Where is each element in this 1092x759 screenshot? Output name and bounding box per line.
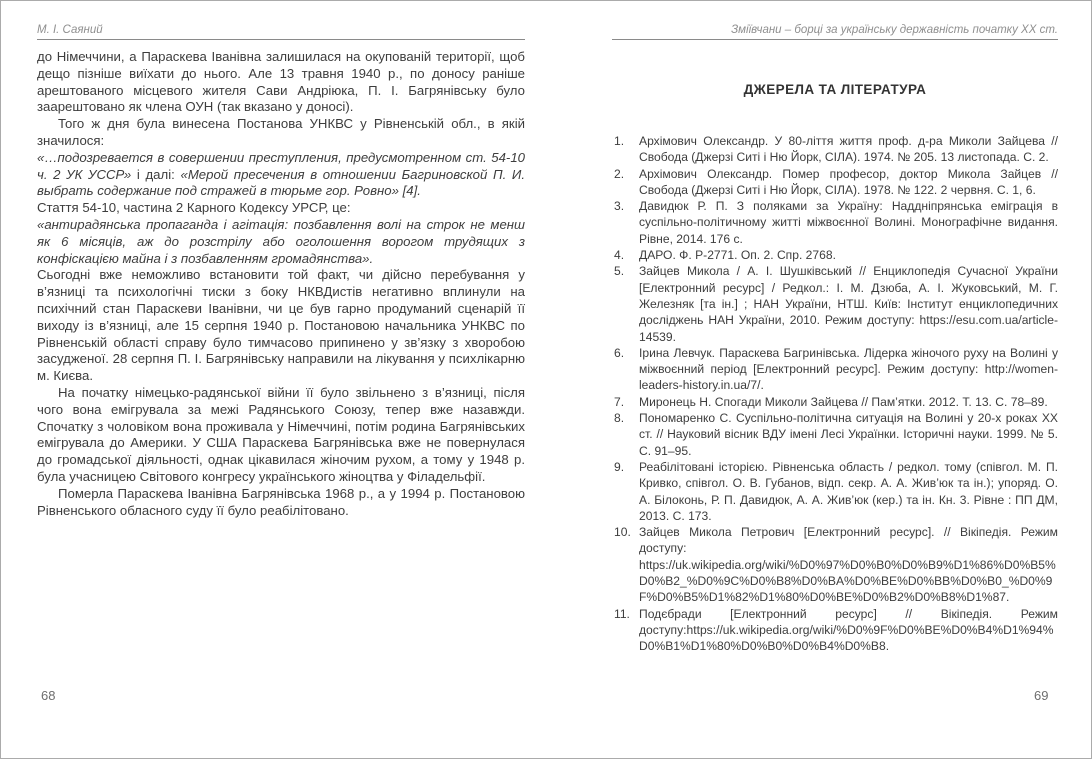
reference-item	[612, 263, 1058, 344]
quote-italic-run: «Мерой пресечения в отношении Багриновской П. И. выбрать содержание под стражей в тюрьме гор. Ровно» [4].	[37, 166, 526, 199]
reference-number: 8.	[614, 411, 625, 426]
reference-text: Давидюк Р. П. З поляками за Україну: Наддніпрянська еміграція в суспільно-політичному житті міжвоєнної Волині. Монографічне видання. Рівне, 2014. 176 с.	[639, 199, 1058, 246]
paragraph: Сьогодні вже неможливо встановити той факт, чи дійсно перебування у в’язниці та психологічні тиски з боку НКВДистів негативно вплинули на психічний стан Параскеви Іванівни, чи це був гарно продуманий сценарій її виходу із в’язниці, але 15 серпня 1940 р. Постановою начальника УНКВС по Рівненській області справу було тимчасово припинено у зв’язку з хворобою засудженої. 28 серпня П. І. Багрянівську направили на лікування у психлікарню м. Києва.	[37, 267, 525, 384]
reference-item	[612, 166, 1058, 199]
quote-italic-run: «…подозревается в совершении преступления, предусмотренном ст. 54-10 ч. 2 УК УССР»	[37, 149, 525, 182]
running-header-author: М. І. Саяний	[37, 24, 103, 36]
reference-number: 3.	[614, 199, 625, 214]
reference-item	[612, 345, 1058, 394]
running-header-right	[612, 23, 1058, 40]
reference-text: ДАРО. Ф. Р-2771. Оп. 2. Спр. 2768.	[639, 248, 836, 263]
reference-number: 7.	[614, 394, 625, 409]
paragraph: Того ж дня була винесена Постанова УНКВС у Рівненській обл., в якій значилося:	[37, 116, 525, 148]
page-number-left: 68	[41, 688, 56, 703]
reference-item	[612, 247, 1058, 263]
reference-item	[612, 133, 1058, 166]
reference-number: 1.	[614, 134, 625, 148]
page-number-right: 69	[1034, 688, 1049, 703]
paragraph: На початку німецько-радянської війни її було звільнено з в’язниці, після чого вона емігрувала за межі Радянського Союзу, тепер вже назавжди. Спочатку з чоловіком вона проживала у Німеччині, потім родина Багрянівських емігрувала до Америки. У США Параскева Багрянівська вже не повернулася до громадської діяльності, однак цікавилася жіночим рухом, а тому у 1948 р. була учасницею Світового конгресу українського жіноцтва у Філадельфії.	[37, 384, 525, 484]
left-page-body	[37, 49, 525, 519]
reference-item	[612, 394, 1058, 410]
reference-item	[612, 606, 1058, 655]
reference-item	[612, 524, 1058, 605]
reference-text: Ірина Левчук. Параскева Багринівська. Лідерка жіночого руху на Волині у міжвоєнний період [Електронний ресурс]. Режим доступу: http://women-leaders-history.in.ua/7/.	[639, 345, 1058, 393]
reference-text: Пономаренко С. Суспільно-політична ситуація на Волині у 20-х роках ХХ ст. // Науковий вісник ВДУ імені Лесі Українки. Історичні науки. 1999. № 5. С. 91–95.	[639, 411, 1058, 458]
reference-text: Архімович Олександр. Помер професор, доктор Микола Зайцев // Свобода (Джерзі Ситі і Ню Йорк, СІЛА). 1978. № 122. 2 червня. С. 1, 6.	[639, 166, 1058, 197]
reference-text: Зайцев Микола / А. І. Шушківський // Енциклопедія Сучасної України [Електронний ресурс] / Редкол.: І. М. Дзюба, А. І. Жуковський, М. Г. Железняк [та ін.] ; НАН України, НТШ. Київ: Інститут енциклопедичних досліджень НАН України, 2010. Режим доступу: https://esu.com.ua/article-14539.	[639, 264, 1058, 344]
references-list	[612, 133, 1058, 655]
reference-number: 9.	[614, 459, 625, 474]
running-header-left	[37, 23, 525, 40]
reference-item	[612, 459, 1058, 524]
reference-text: Архімович Олександр. У 80-ліття життя проф. д-ра Миколи Зайцева // Свобода (Джерзі Ситі і Ню Йорк, СІЛА). 1974. № 205. 13 листопада. С. 2.	[639, 134, 1058, 165]
block-quote-decree	[37, 150, 525, 200]
section-title: ДЖЕРЕЛА ТА ЛІТЕРАТУРА	[743, 82, 927, 97]
reference-number: 2.	[614, 166, 625, 181]
reference-number: 4.	[614, 248, 625, 263]
reference-number: 6.	[614, 345, 625, 360]
quote-plain-run: і далі:	[131, 166, 181, 182]
paragraph-continuation: до Німеччини, а Параскева Іванівна залишилася на окупованій території, щоб дещо пізніше виїхати до нього. Але 13 травня 1940 р., по доносу раніше арештованого місцевого жителя Сави Андріюка, П. І. Багрянівську було заарештовано як члена ОУН (так вказано у доносі).	[37, 49, 525, 115]
reference-number: 10.	[614, 525, 631, 540]
paragraph: Стаття 54-10, частина 2 Карного Кодексу УРСР, це:	[37, 200, 351, 216]
reference-number: 5.	[614, 264, 625, 279]
reference-number: 11.	[614, 606, 630, 621]
paragraph: Померла Параскева Іванівна Багрянівська 1968 р., а у 1994 р. Постановою Рівненського обласного суду її було реабілітовано.	[37, 485, 525, 518]
reference-text: Подєбради [Електронний ресурс] // Вікіпедія. Режим доступу:https://uk.wikipedia.org/wiki/%D0%9F%D0%BE%D0%B4%D1%94%D0%B1%D1%80%D0%B0%D0%B4%D0%B8.	[639, 606, 1058, 654]
page-left	[37, 23, 525, 519]
reference-text: Зайцев Микола Петрович [Електронний ресурс]. // Вікіпедія. Режим доступу: https://uk.wikipedia.org/wiki/%D0%97%D0%B0%D0%B9%D1%86%D0%B5%D0%B2_%D0%9C%D0%B8%D0%BA%D0%BE%D0%BB%D0%B0_%D0%9F%D0%B5%D1%82%D1%80%D0%BE%D0%B2%D0%B8%D1%87.	[639, 525, 1058, 605]
reference-text: Реабілітовані історією. Рівненська область / редкол. тому (співгол. М. П. Кривко, співгол. О. В. Губанов, відп. секр. А. А. Жив’юк та ін.); упоряд. О. А. Білоконь, Р. П. Давидюк, А. А. Жив’юк (кер.) та ін. Кн. 3. Рівне : ПП ДМ, 2013. С. 173.	[639, 459, 1058, 523]
block-quote-article: «антирадянська пропаганда і агітація: позбавлення волі на строк не менш як 6 місяців, аж до розстрілу або оголошення ворогом трудящих з конфіскацією майна і з позбавленням громадянства».	[37, 216, 525, 266]
running-header-chapter: Зміївчани – борці за українську державність початку ХХ ст.	[731, 24, 1058, 36]
page-right	[612, 23, 1058, 655]
reference-item	[612, 410, 1058, 459]
reference-text: Миронець Н. Спогади Миколи Зайцева // Пам’ятки. 2012. Т. 13. С. 78–89.	[639, 394, 1048, 409]
reference-item	[612, 198, 1058, 247]
